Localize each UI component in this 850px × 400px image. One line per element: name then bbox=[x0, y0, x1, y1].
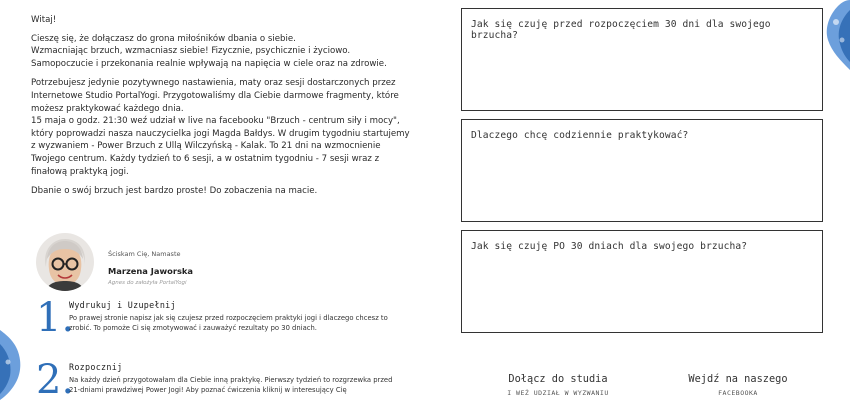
intro-text bbox=[31, 14, 411, 205]
signature-text bbox=[108, 250, 193, 286]
question-label: Jak się czuję przed rozpoczęciem 30 dni dla swojego brzucha? bbox=[471, 19, 771, 41]
join-studio-title: Dołącz do studia bbox=[508, 373, 608, 385]
facebook-link[interactable] bbox=[668, 372, 808, 400]
intro-paragraph-3: Dbanie o swój brzuch jest bardzo proste! Do zobaczenia na macie. bbox=[31, 186, 318, 197]
signature-role: Agnes do założyła PortalYogi bbox=[108, 280, 187, 286]
step-body bbox=[69, 362, 399, 395]
step-number: 1. bbox=[36, 295, 75, 341]
watercolor-decoration-icon bbox=[0, 330, 22, 400]
avatar bbox=[36, 233, 94, 291]
author-photo-icon bbox=[36, 233, 94, 291]
join-studio-subtitle: I WEŹ UDZIAŁ W WYZWANIU bbox=[507, 389, 609, 397]
intro-paragraph-2: Potrzebujesz jedynie pozytywnego nastawienia, maty oraz sesji dostarczonych przez Internetowe Studio PortalYogi. Przygotowaliśmy dla Ciebie darmowe fragmenty, które możesz praktykować każdego dnia. 15 maja o godz. 21:30 weź udział w live na facebooku "Brzuch - centrum siły i mocy", który poprowadzi nasza nauczycielka jogi Magda Bałdys. W drugim tygodniu startujemy z wyzwaniem - Power Brzuch z Ullą Wilczyńską - Kalak. To 21 dni na wzmocnienie Twojego centrum. Każdy tydzień to 6 sesji, a w ostatnim tygodniu - 7 sesji wraz z finałową praktyką jogi. bbox=[31, 78, 410, 177]
question-box-after[interactable] bbox=[461, 230, 823, 333]
step-number: 2. bbox=[36, 357, 75, 400]
step-title: Wydrukuj i Uzupełnij bbox=[69, 300, 176, 310]
step-title: Rozpocznij bbox=[69, 362, 123, 372]
question-box-why[interactable] bbox=[461, 119, 823, 222]
question-box-before[interactable] bbox=[461, 8, 823, 111]
step-body bbox=[69, 300, 399, 333]
signature-name: Marzena Jaworska bbox=[108, 266, 193, 276]
greeting: Witaj! bbox=[31, 15, 57, 25]
signature-greeting: Ściskam Cię, Namaste bbox=[108, 250, 181, 258]
signature bbox=[36, 233, 416, 293]
facebook-title: Wejdź na naszego bbox=[688, 373, 788, 385]
question-label: Dlaczego chcę codziennie praktykować? bbox=[471, 130, 689, 141]
intro-paragraph-1: Cieszę się, że dołączasz do grona miłośników dbania o siebie. Wzmacniając brzuch, wzmacniasz siebie! Fizycznie, psychicznie i życiowo. Samopoczucie i przekonania realnie wpływają na napięcia w ciele oraz na zdrowie. bbox=[31, 33, 387, 69]
step-description: Na każdy dzień przygotowałam dla Ciebie inną praktykę. Pierwszy tydzień to rozgrzewka przed 21-dniami prawdziwej Power Jogi! Aby poznać ćwiczenia kliknij w interesujący Cię bbox=[69, 376, 393, 394]
facebook-subtitle: FACEBOOKA bbox=[718, 389, 758, 397]
join-studio-link[interactable] bbox=[488, 372, 628, 400]
step-description: Po prawej stronie napisz jak się czujesz przed rozpoczęciem praktyki jogi i dlaczego chcesz to zrobić. To pomoże Ci się zmotywować i zauważyć rezultaty po 30 dniach. bbox=[69, 314, 388, 332]
question-label: Jak się czuję PO 30 dniach dla swojego brzucha? bbox=[471, 241, 748, 252]
